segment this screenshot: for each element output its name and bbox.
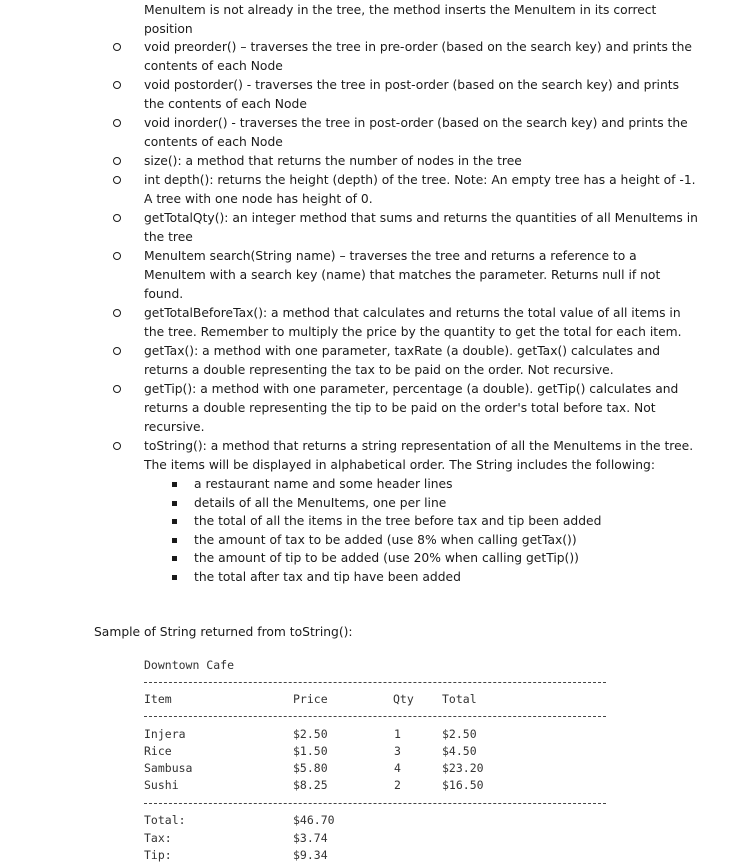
row-price: $2.50 bbox=[293, 727, 328, 741]
method-text: getTotalBeforeTax(): a method that calculates and returns the total value of all items in the tree. Remember to multiply the price by the quantity to get the total for each item. bbox=[144, 306, 682, 339]
row-price: $5.80 bbox=[293, 761, 328, 775]
method-item bbox=[0, 380, 699, 437]
row-item: Rice bbox=[144, 744, 172, 758]
method-text: void postorder() - traverses the tree in post-order (based on the search key) and prints the contents of each Node bbox=[144, 78, 679, 111]
circle-bullet-icon bbox=[113, 176, 121, 184]
circle-bullet-icon bbox=[113, 119, 121, 127]
summary-label: Tip: bbox=[144, 848, 172, 862]
method-item bbox=[0, 152, 699, 171]
method-text: MenuItem search(String name) – traverses the tree and returns a reference to a MenuItem with a search key (name) that matches the parameter. Returns null if not found. bbox=[144, 249, 661, 301]
square-bullet-icon bbox=[172, 482, 177, 487]
square-bullet-icon bbox=[172, 556, 177, 561]
sub-item-text: details of all the MenuItems, one per line bbox=[194, 495, 447, 510]
header-item: Item bbox=[144, 692, 172, 706]
tostring-sublist bbox=[144, 475, 699, 587]
row-total: $23.20 bbox=[442, 761, 484, 775]
summary-value: $9.34 bbox=[293, 848, 328, 862]
dashed-divider bbox=[144, 682, 606, 683]
circle-bullet-icon bbox=[113, 81, 121, 89]
sample-label: Sample of String returned from toString(): bbox=[94, 625, 353, 639]
header-total: Total bbox=[442, 692, 477, 706]
row-qty: 1 bbox=[394, 727, 401, 741]
row-item: Sambusa bbox=[144, 761, 193, 775]
method-text: void inorder() - traverses the tree in post-order (based on the search key) and prints the contents of each Node bbox=[144, 116, 688, 149]
sub-item-text: the total of all the items in the tree before tax and tip been added bbox=[194, 514, 602, 529]
square-bullet-icon bbox=[172, 519, 177, 524]
circle-bullet-icon bbox=[113, 309, 121, 317]
summary-label: Total: bbox=[144, 813, 186, 827]
row-total: $2.50 bbox=[442, 727, 477, 741]
row-total: $16.50 bbox=[442, 778, 484, 792]
method-item bbox=[0, 342, 699, 380]
header-qty: Qty bbox=[393, 692, 414, 706]
method-list bbox=[0, 38, 755, 587]
method-text: size(): a method that returns the number of nodes in the tree bbox=[144, 154, 522, 168]
sub-item bbox=[144, 475, 699, 494]
method-item bbox=[0, 304, 699, 342]
sub-item bbox=[144, 531, 699, 550]
circle-bullet-icon bbox=[113, 347, 121, 355]
row-total: $4.50 bbox=[442, 744, 477, 758]
circle-bullet-icon bbox=[113, 252, 121, 260]
method-text: getTotalQty(): an integer method that sums and returns the quantities of all MenuItems in the tree bbox=[144, 211, 698, 244]
circle-bullet-icon bbox=[113, 442, 121, 450]
square-bullet-icon bbox=[172, 575, 177, 580]
dashed-divider bbox=[144, 716, 606, 717]
sub-item bbox=[144, 568, 699, 587]
method-item bbox=[0, 171, 699, 209]
row-qty: 2 bbox=[394, 778, 401, 792]
method-text: void preorder() – traverses the tree in pre-order (based on the search key) and prints the contents of each Node bbox=[144, 40, 692, 73]
method-item bbox=[0, 114, 699, 152]
method-item bbox=[0, 437, 699, 587]
dashed-divider bbox=[144, 803, 606, 804]
square-bullet-icon bbox=[172, 501, 177, 506]
row-price: $8.25 bbox=[293, 778, 328, 792]
summary-value: $46.70 bbox=[293, 813, 335, 827]
method-text: getTip(): a method with one parameter, percentage (a double). getTip() calculates and returns a double representing the tip to be paid on the order's total before tax. Not recursive. bbox=[144, 382, 679, 434]
method-text: int depth(): returns the height (depth) of the tree. Note: An empty tree has a height of -1. A tree with one node has height of 0. bbox=[144, 173, 696, 206]
row-price: $1.50 bbox=[293, 744, 328, 758]
intro-paragraph: MenuItem is not already in the tree, the method inserts the MenuItem in its correct position bbox=[144, 3, 657, 36]
method-item bbox=[0, 209, 699, 247]
method-item bbox=[0, 38, 699, 76]
circle-bullet-icon bbox=[113, 157, 121, 165]
summary-value: $3.74 bbox=[293, 831, 328, 845]
method-item bbox=[0, 247, 699, 304]
row-item: Injera bbox=[144, 727, 186, 741]
row-item: Sushi bbox=[144, 778, 179, 792]
sub-item bbox=[144, 494, 699, 513]
sub-item bbox=[144, 549, 699, 568]
circle-bullet-icon bbox=[113, 385, 121, 393]
sub-item-text: the amount of tip to be added (use 20% when calling getTip()) bbox=[194, 551, 579, 566]
sub-item bbox=[144, 512, 699, 531]
row-qty: 3 bbox=[394, 744, 401, 758]
sub-item-text: a restaurant name and some header lines bbox=[194, 477, 453, 491]
method-item bbox=[0, 76, 699, 114]
summary-label: Tax: bbox=[144, 831, 172, 845]
method-text: toString(): a method that returns a string representation of all the MenuItems in the tree. The items will be displayed in alphabetical order. The String includes the following: bbox=[144, 439, 694, 472]
square-bullet-icon bbox=[172, 538, 177, 543]
restaurant-name: Downtown Cafe bbox=[144, 658, 235, 672]
method-text: getTax(): a method with one parameter, taxRate (a double). getTax() calculates and returns a double representing the tax to be paid on the order. Not recursive. bbox=[144, 344, 661, 377]
circle-bullet-icon bbox=[113, 43, 121, 51]
circle-bullet-icon bbox=[113, 214, 121, 222]
sub-item-text: the amount of tax to be added (use 8% when calling getTax()) bbox=[194, 532, 577, 547]
sub-item-text: the total after tax and tip have been added bbox=[194, 569, 461, 584]
row-qty: 4 bbox=[394, 761, 401, 775]
header-price: Price bbox=[293, 692, 328, 706]
